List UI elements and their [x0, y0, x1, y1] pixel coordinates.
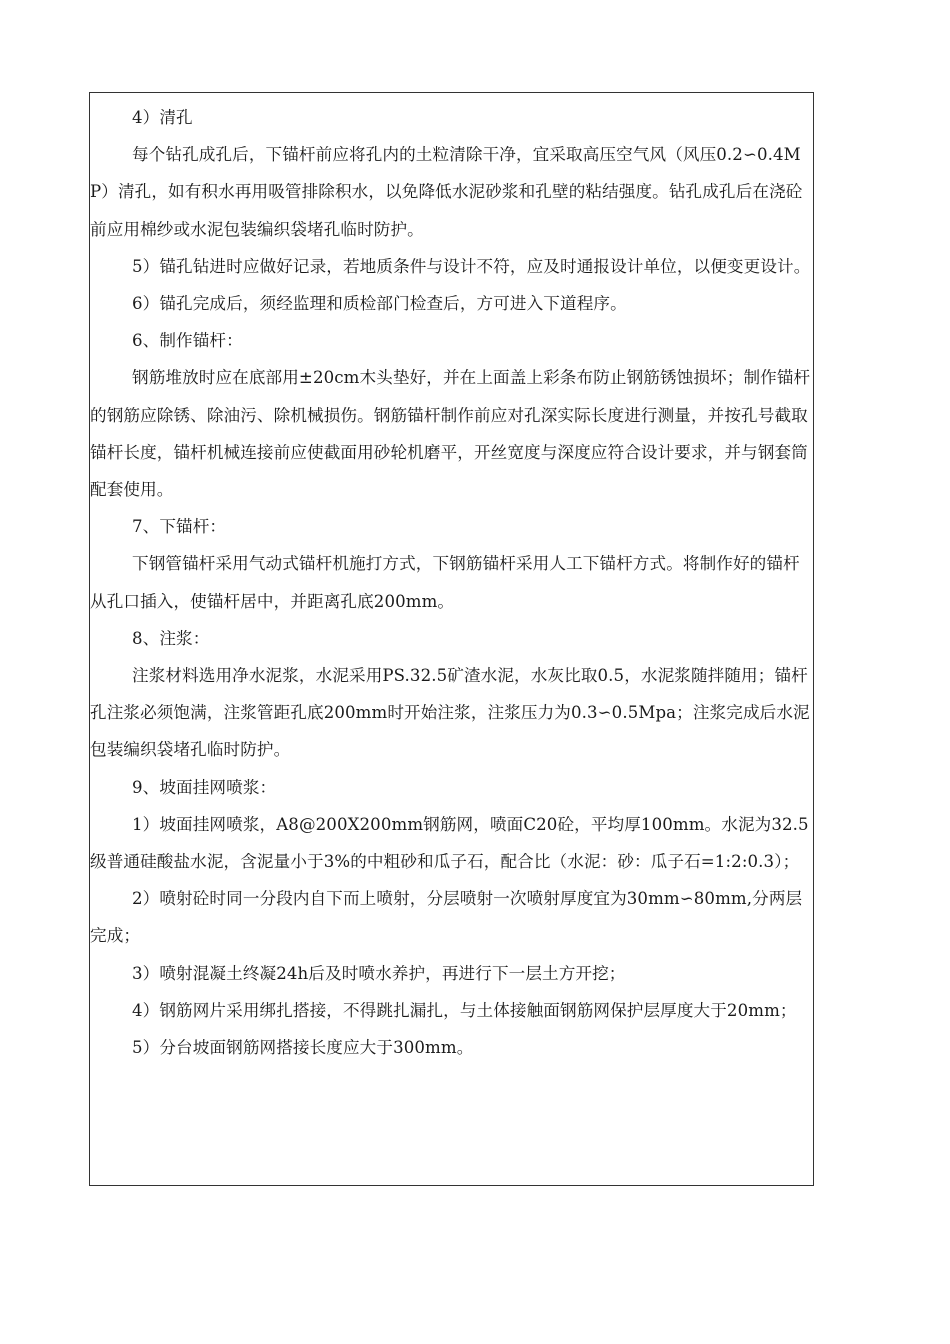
section-heading-make-anchor: 6、制作锚杆： — [132, 331, 243, 351]
para-slope-spray-4: 4）钢筋网片采用绑扎搭接，不得跳扎漏扎，与土体接触面钢筋网保护层厚度大于20mm； — [132, 1000, 797, 1020]
para-slope-spray-5: 5）分台坡面钢筋网搭接长度应大于300mm。 — [132, 1038, 474, 1058]
para-slope-spray-3: 3）喷射混凝土终凝24h后及时喷水养护，再进行下一层土方开挖； — [132, 963, 626, 983]
para-drilling-record: 5）锚孔钻进时应做好记录，若地质条件与设计不符，应及时通报设计单位，以便变更设计。 — [132, 256, 811, 276]
para-qingkong-body: 每个钻孔成孔后，下锚杆前应将孔内的土粒清除干净，宜采取高压空气风（风压0.2∽0.4MP）清孔，如有积水再用吸管排除积水，以免降低水泥砂浆和孔壁的粘结强度。钻孔成孔后在浇砼前应用棉纱或水泥包装编织袋堵孔临时防护。 — [90, 145, 803, 239]
para-qingkong-heading: 4）清孔 — [132, 108, 193, 127]
section-heading-slope-spray: 9、坡面挂网喷浆： — [132, 777, 277, 797]
para-slope-spray-2: 2）喷射砼时同一分段内自下而上喷射，分层喷射一次喷射厚度宜为30mm∽80mm,分两层完成； — [90, 889, 803, 946]
section-heading-grouting: 8、注浆： — [132, 628, 210, 648]
section-heading-insert-anchor: 7、下锚杆： — [132, 517, 227, 537]
para-grouting-body: 注浆材料选用净水泥浆，水泥采用PS.32.5矿渣水泥，水灰比取0.5，水泥浆随拌随用；锚杆孔注浆必须饱满，注浆管距孔底200mm时开始注浆，注浆压力为0.3∽0.5Mpa；注浆完成后水泥包装编织袋堵孔临时防护。 — [90, 666, 810, 760]
para-make-anchor-body: 钢筋堆放时应在底部用±20cm木头垫好，并在上面盖上彩条布防止钢筋锈蚀损坏；制作锚杆的钢筋应除锈、除油污、除机械损伤。钢筋锚杆制作前应对孔深实际长度进行测量，并按孔号截取锚杆长度，锚杆机械连接前应使截面用砂轮机磨平，开丝宽度与深度应符合设计要求，并与钢套筒配套使用。 — [90, 368, 811, 500]
document-frame — [89, 92, 814, 1186]
para-slope-spray-1: 1）坡面挂网喷浆，A8@200X200mm钢筋网，喷面C20砼，平均厚100mm。水泥为32.5级普通硅酸盐水泥，含泥量小于3%的中粗砂和瓜子石，配合比（水泥：砂：瓜子石=1:2:0.3）； — [90, 814, 809, 872]
para-inspection: 6）锚孔完成后，须经监理和质检部门检查后，方可进入下道程序。 — [132, 294, 627, 314]
para-insert-anchor-body: 下钢管锚杆采用气动式锚杆机施打方式，下钢筋锚杆采用人工下锚杆方式。将制作好的锚杆从孔口插入，使锚杆居中，并距离孔底200mm。 — [90, 554, 800, 611]
